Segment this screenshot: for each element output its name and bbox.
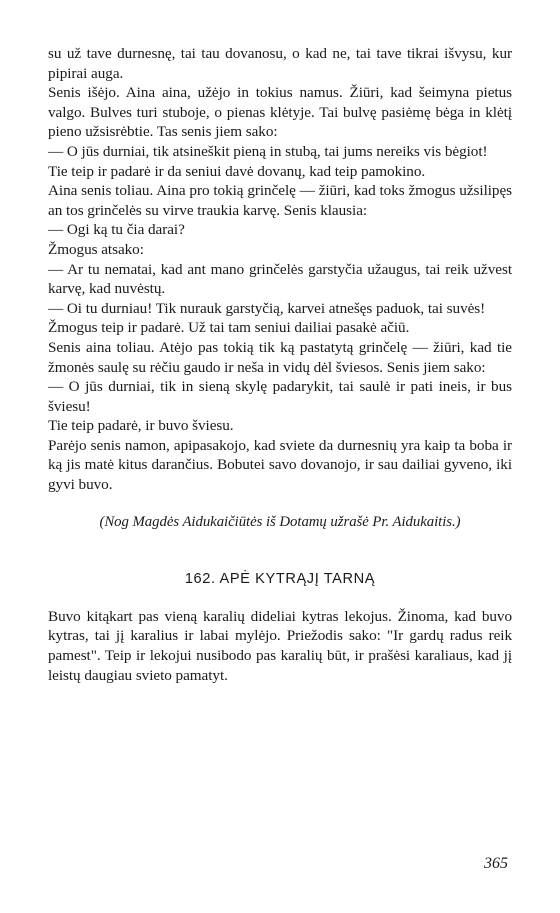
paragraph: Tie teip padarė, ir buvo šviesu.	[48, 417, 234, 435]
page-text-block	[48, 44, 512, 685]
paragraph: Senis aina toliau. Atėjo pas tokią tik ką pastatytą grinčelę — žiūri, kad tie žmonės saulę su rėčiu gaudo ir neša in vidų dėl šviesos. Senis jiem sako:	[48, 338, 512, 376]
paragraph: Aina senis toliau. Aina pro tokią grinčelę — žiūri, kad toks žmogus užsilipęs an tos grinčelės su virve traukia karvę. Senis klausia:	[48, 182, 512, 219]
paragraph: Žmogus atsako:	[48, 240, 144, 258]
paragraph: Parėjo senis namon, apipasakojo, kad sviete da durnesnių yra kaip ta boba ir ką jis matė kitus darančius. Bobutei savo dovanojo, ir sau dailiai gyveno, iki gyvi buvo.	[48, 436, 512, 494]
paragraph: — Ar tu nematai, kad ant mano grinčelės garstyčia užaugus, tai reik užvest karvę, kad nuvėstų.	[48, 260, 512, 298]
section-heading: 162. APĖ KYTRĄJĮ TARNĄ	[184, 571, 376, 588]
paragraph: su už tave durnesnę, tai tau dovanosu, o kad ne, tai tave tikrai išvysu, kur pipirai auga.	[48, 45, 512, 82]
paragraph: Buvo kitąkart pas vieną karalių dideliai kytras lekojus. Žinoma, kad buvo kytras, tai jį karalius ir labai mylėjo. Priežodis sako: "Ir gardų radus reik pamest". Teip ir lekojui nusibodo pas karalių būt, ir prašėsi karaliaus, kad jį leistų daugiau svieto pamatyt.	[48, 607, 512, 684]
paragraph: — O jūs durniai, tik atsineškit pieną in stubą, tai jums nereiks vis bėgiot!	[48, 142, 488, 160]
source-note: (Nog Magdės Aidukaičiūtės iš Dotamų užrašė Pr. Aidukaitis.)	[99, 513, 461, 530]
paragraph: Senis išėjo. Aina aina, užėjo in tokius namus. Žiūri, kad šeimyna pietus valgo. Bulves turi stuboje, o pienas klėtyje. Tai bulvę pasiėmę bėga in klėtį pieno užsisrėbtie. Tas senis jiem sako:	[48, 84, 512, 141]
paragraph: — Oi tu durniau! Tik nurauk garstyčią, karvei atnešęs paduok, tai suvės!	[48, 299, 486, 317]
paragraph: — Ogi ką tu čia darai?	[48, 221, 185, 239]
paragraph: Žmogus teip ir padarė. Už tai tam seniui dailiai pasakė ačiū.	[48, 319, 410, 337]
paragraph: — O jūs durniai, tik in sieną skylę padarykit, tai saulė ir pati ineis, ir bus šviesu!	[48, 378, 512, 415]
page-number: 365	[484, 855, 508, 872]
paragraph: Tie teip ir padarė ir da seniui davė dovanų, kad teip pamokino.	[48, 162, 426, 180]
